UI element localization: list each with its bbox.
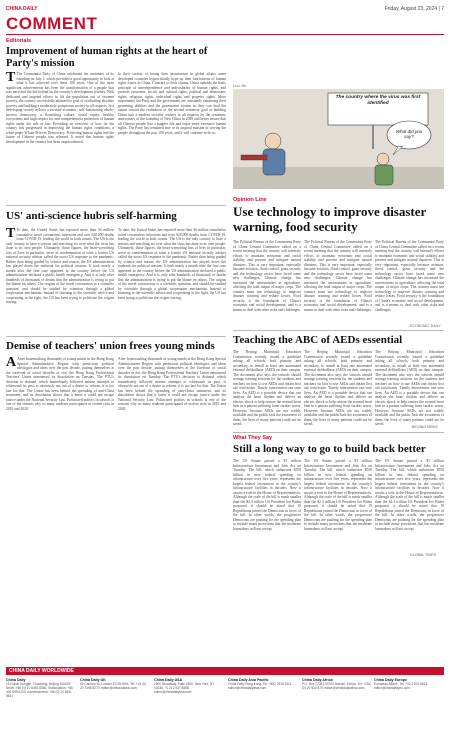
masthead-paper: CHINA DAILY: [6, 6, 38, 12]
editorials-label: Editorials: [6, 38, 32, 44]
footer-col-2: China Daily UK 90 Cannon St, London EC4N 6HA. Tel: +44 (0) 20 7398 8270. editor@chinadailyuk.com: [80, 678, 147, 690]
us-antiscience-headline: US' anti-science hubris self-harming: [6, 210, 177, 222]
drop-cap: T: [6, 226, 16, 241]
footer-col-6: China Daily Europe European Affairs. Tel: +32 2 503 6813. editor@chinadailyeu.com: [374, 678, 429, 690]
cartoon: [233, 89, 444, 189]
what-they-say-col1: The US Senate passed a $1 trillion Infrastructure Investment and Jobs Act on Tuesday. The bill, which authorizes $550 billion in new federal spending on infrastructure over five years, represents the largest federal investment in the country's infrastructure facilities in decades. Now it awaits a vote in the House of Representatives. Although the scale of the bill is much smaller than the $2.3 trillion US President Joe Biden proposed, it should be noted that 19 Republicans joined the Democrats in favor of the bill. In other words, the progressive Democrats are pushing for the spending plan to include many provisions that the moderate lawmakers will not accept.: [233, 459, 301, 531]
what-they-say-col3: The US Senate passed a $1 trillion Infrastructure Investment and Jobs Act on Tuesday. The bill, which authorizes $550 billion in new federal spending on infrastructure over five years, represents the largest federal investment in the country's infrastructure facilities in decades. Now it awaits a vote in the House of Representatives. Although the scale of the bill is much smaller than the $2.3 trillion US President Joe Biden proposed, it should be noted that 19 Republicans joined the Democrats in favor of the bill. In other words, the progressive Democrats are pushing for the spending plan to include many provisions that the moderate lawmakers will not accept.: [375, 459, 444, 531]
footer-col-1: China Daily 15 Huixin Dongjie, Chaoyang, Beijing 100029. News: +86 (0) 10 6491 8366. Subscription: +86 400 699 0203. Advertisement: +86 (0) 10 6491 8631: [6, 678, 73, 698]
editorial-divider: [6, 205, 226, 206]
masthead: [6, 4, 444, 14]
what-they-say-label: What They Say: [233, 435, 273, 441]
opinion-body-col2: The Political Bureau of the Communist Party of China Central Committee called on a recent meeting that the country will intensify efforts to maintain economic and social stability and prevent and mitigate natural disasters. This is very important, especially because aviation, flood control, grain security and the technology sector have faced some new challenges. Climate change has increased the uncertainties in agriculture, affecting the total output of major crops. The country must use technology to improve disaster warning and reduce losses. Food security is the foundation of China's economic and social development, and is a means to deal with other risks and challenges.: [304, 240, 372, 312]
aed-body-col3: The Beijing Municipal Education Commission recently issued a guideline asking all schools, both primary and secondary, to install at least one automated external defibrillator (AED) on their campus. The document also says the schools should arrange training sessions for the students and teachers on how to use AEDs and obtain first aid certificates. Timely intervention can save lives. An AED is a portable device that can analyze the heart rhythm and deliver an electric shock to help restore the normal heart beat in a patient suffering from cardiac arrest. However, because AEDs are not widely available and the public lack the awareness of them, the lives of many patients could not be saved.: [375, 350, 444, 426]
divider-3: [233, 330, 444, 331]
teachers-body-left: A After brainwashing thousands of young minds in the Hong Kong Special Administrative Region with pernicious political ideologies and ideas over the past decade, putting themselves at the forefront of social disorder or riot, the Hong Kong Professional Teachers' Union announced its dissolution on Tuesday. The PTU's decision to disband, which immediately followed intense attempts to whitewash its past, is obviously not out of a desire to reform: it is too late for that. The Union has been behind the spreading of anti-China sentiment, and its dissolution shows that it knew it could not escape justice under the National Security Law. Politicized politics in schools is one of the reasons why so many students participated in violent riots in 2019 and 2020.: [6, 355, 114, 411]
opinion-body-col3: The Political Bureau of the Communist Party of China Central Committee called on a recent meeting that the country will intensify efforts to maintain economic and social stability and prevent and mitigate natural disasters. This is very important, especially because aviation, flood control, grain security and the technology sector have faced some new challenges. Climate change has increased the uncertainties in agriculture, affecting the total output of major crops. The country must use technology to improve disaster warning and reduce losses. Food security is the foundation of China's economic and social development, and is a means to deal with other risks and challenges.: [375, 240, 444, 312]
editorial-body-left: T The Communist Party of China celebrated the centenary of its founding on July 1, which provided a good opportunity to look at what it has achieved over these 100 years. One of the most significant achievements has been the transformation of a people that was once and the left behind on the country's development journey. With dedicated and targeted efforts to lift the population out of extreme poverty, the country successfully attained its goal of eradicating absolute poverty and building a moderately prosperous society in all respects. In a developing society reflects a focused economic, self-functioning whole-process democracy, a flourishing culture, social equity, healthy ecosystems and high respect for and comprehensive protection of human rights under the rule of law. Providing an overview of how far the country has progressed in improving the human rights conditions, a white paper Whole-Process Democracy, Protecting human rights and the future of Chinese people was released. It noted that human rights development in the country has been unprecedented.: [6, 70, 114, 144]
divider-4: [233, 432, 444, 433]
footer-col-5: China Daily Africa P.O. Box 27281-00100 Nairobi, Kenya. Tel: +254 (0) 20 522 675. editor@chinadailyafrica.com: [302, 678, 371, 690]
drop-cap: A: [6, 355, 17, 370]
footer: [6, 667, 444, 743]
what-they-say-headline: Still a long way to go to build back better: [233, 443, 426, 455]
aed-body-col2: The Beijing Municipal Education Commission recently issued a guideline asking all schools, both primary and secondary, to install at least one automated external defibrillator (AED) on their campus. The document also says the schools should arrange training sessions for the students and teachers on how to use AEDs and obtain first aid certificates. Timely intervention can save lives. An AED is a portable device that can analyze the heart rhythm and deliver an electric shock to help restore the normal heart beat in a patient suffering from cardiac arrest. However, because AEDs are not widely available and the public lack the awareness of them, the lives of many patients could not be saved.: [304, 350, 372, 426]
opinion-headline: Use technology to improve disaster warning, food security: [233, 204, 427, 234]
cartoon-author: Luo Jie: [233, 83, 246, 88]
us-antiscience-body-left: T To date, the United States has reported more than 36 million cumulative novel coronavirus infections and over 620,000 deaths from COVID-19, leading the world in both counts. The US is the only country to have a serious and searching act over what the virus has done to its own people. Ultimately, those figures, the heart-wrenching loss of lives in particular, serve as condemnation of what a former US national security adviser called the worst US response to the pandemic. Rather than being guided by science and reason, the US administration has played down the outbreak for political reasons. It took nearly a month after the first case appeared in the country before the US administration declared a public health emergency. And it is only after hundreds of thousands of deaths that the administration is trying to put the blame on others. The origins of the novel coronavirus is a scientific question, and should be studied by scientists through a global cooperation mechanism. Instead of listening to the scientific advice and cooperating in the fight, the US has been trying to politicize the origins tracing.: [6, 226, 114, 304]
footer-col-3: China Daily USA 1500 Broadway, Suite 2800, New York, NY 10036. +1 212 537 8888. editor@chinadailyusa.com: [154, 678, 215, 694]
divider-2: [6, 336, 226, 337]
header-rule: [6, 34, 444, 35]
section-title: COMMENT: [6, 14, 98, 33]
opinion-body-col1: The Political Bureau of the Communist Party of China Central Committee called on a recent meeting that the country will intensify efforts to maintain economic and social stability and prevent and mitigate natural disasters. This is very important, especially because aviation, flood control, grain security and the technology sector have faced some new challenges. Climate change has increased the uncertainties in agriculture, affecting the total output of major crops. The country must use technology to improve disaster warning and reduce losses. Food security is the foundation of China's economic and social development, and is a means to deal with other risks and challenges.: [233, 240, 301, 312]
cartoon-sign-text: The country where the virus was first identified: [335, 95, 421, 106]
what-they-say-col2: The US Senate passed a $1 trillion Infrastructure Investment and Jobs Act on Tuesday. The bill, which authorizes $550 billion in new federal spending on infrastructure over five years, represents the largest federal investment in the country's infrastructure facilities in decades. Now it awaits a vote in the House of Representatives. Although the scale of the bill is much smaller than the $2.3 trillion US President Joe Biden proposed, it should be noted that 19 Republicans joined the Democrats in favor of the bill. In other words, the progressive Democrats are pushing for the spending plan to include many provisions that the moderate lawmakers will not accept.: [304, 459, 372, 531]
aed-byline: BEIJING NEWS: [412, 425, 438, 429]
opinion-line-label: Opinion Line: [233, 197, 267, 203]
drop-cap: T: [6, 70, 16, 85]
aed-body-col1: The Beijing Municipal Education Commission recently issued a guideline asking all schools, both primary and secondary, to install at least one automated external defibrillator (AED) on their campus. The document also says the schools should arrange training sessions for the students and teachers on how to use AEDs and obtain first aid certificates. Timely intervention can save lives. An AED is a portable device that can analyze the heart rhythm and deliver an electric shock to help restore the normal heart beat in a patient suffering from cardiac arrest. However, because AEDs are not widely available and the public lack the awareness of them, the lives of many patients could not be saved.: [233, 350, 301, 426]
teachers-union-headline: Demise of teachers' union frees young minds: [6, 340, 215, 352]
opinion-byline: ECONOMIC DAILY: [410, 324, 441, 328]
footer-col-4: China Daily Asia Pacific China Daily Hong Kong. Tel: +852 2518 5111. editor@chinadailyasia.com: [228, 678, 293, 690]
aed-headline: Teaching the ABC of AEDs essential: [233, 334, 403, 346]
cartoon-speech-bubble: What did you say?: [395, 129, 423, 139]
editorial-headline: Improvement of human rights at the heart of Party's mission: [6, 46, 208, 69]
masthead-page: Friday, August 23, 2024 | 7: [384, 6, 444, 12]
footer-bar: CHINA DAILY WORLDWIDE: [6, 667, 444, 675]
editorial-body-right: In their society of losing their prominence in global affairs some developed countries hypocritically hype up their fabrications of human rights issues in China. Contrary to their claims, China upholds the basic principle of interdependence and indivisibility of human rights, and protects economic, social, and cultural rights, political and democratic rights, religious rights, individual rights and property rights. More importantly the Party and the government are constantly enhancing their governing abilities and the governance system so they can lead the nation toward the realization of the second centenary goal of building China into a modern socialist country in all respects by the centenary anniversary of the founding of New China in 2049 and better ensure that all Chinese people live a happier life and enjoy more extensive human rights. The Party has remained true to its original mission of serving the people throughout the past 100 years, and it will continue to do so.: [118, 72, 226, 135]
what-they-say-byline: GLOBAL TIMES: [410, 553, 437, 557]
us-antiscience-body-right: To date, the United States has reported more than 36 million cumulative novel coronavirus infections and over 620,000 deaths from COVID-19, leading the world in both counts. The US is the only country to have a serious and searching act over what the virus has done to its own people. Ultimately, those figures, the heart-wrenching loss of lives in particular, serve as condemnation of what a former US national security adviser called the worst US response to the pandemic. Rather than being guided by science and reason, the US administration has played down the outbreak for political reasons. It took nearly a month after the first case appeared in the country before the US administration declared a public health emergency. And it is only after hundreds of thousands of deaths that the administration is trying to put the blame on others. The origins of the novel coronavirus is a scientific question, and should be studied by scientists through a global cooperation mechanism. Instead of listening to the scientific advice and cooperating in the fight, the US has been trying to politicize the origins tracing.: [118, 228, 226, 300]
teachers-body-right: After brainwashing thousands of young minds in the Hong Kong Special Administrative Region with pernicious political ideologies and ideas over the past decade, putting themselves at the forefront of social disorder or riot, the Hong Kong Professional Teachers' Union announced its dissolution on Tuesday. The PTU's decision to disband, which immediately followed intense attempts to whitewash its past, is obviously not out of a desire to reform: it is too late for that. The Union has been behind the spreading of anti-China sentiment, and its dissolution shows that it knew it could not escape justice under the National Security Law. Politicized politics in schools is one of the reasons why so many students participated in violent riots in 2019 and 2020.: [118, 357, 226, 411]
